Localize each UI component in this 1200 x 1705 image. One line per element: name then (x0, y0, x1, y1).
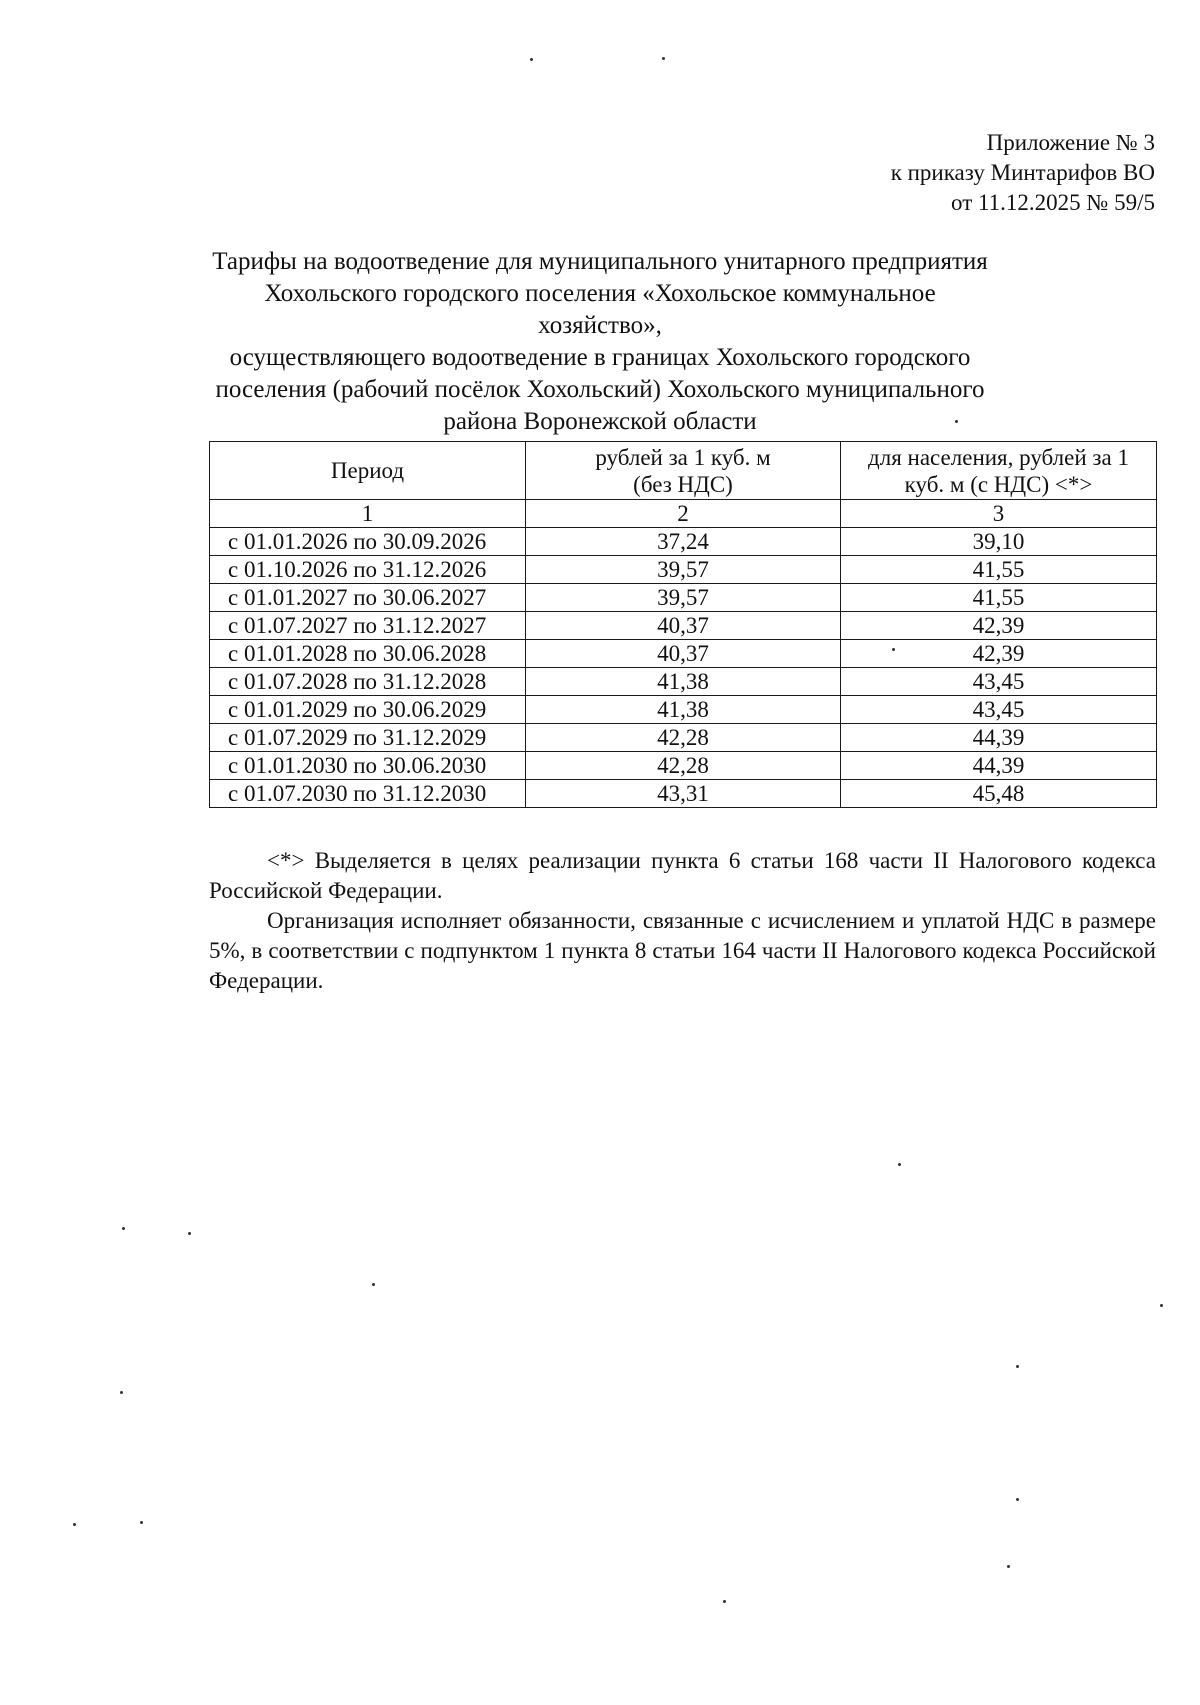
scan-speck (530, 58, 533, 61)
rub-cell: 41,38 (526, 696, 841, 724)
table-row (210, 556, 1157, 584)
scan-speck (723, 1600, 726, 1603)
scan-speck (120, 1391, 123, 1394)
population-cell: 42,39 (841, 640, 1157, 668)
rub-cell: 37,24 (526, 528, 841, 556)
table-row (210, 752, 1157, 780)
table-row (210, 612, 1157, 640)
table-row (210, 780, 1157, 808)
footnote-vat-obligation: Организация исполняет обязанности, связанные с исчислением и уплатой НДС в размере 5%, в соответствии с подпунктом 1 пункта 8 статьи 164 части II Налогового кодекса Российской Федерации. (209, 908, 1156, 993)
population-cell: 45,48 (841, 780, 1157, 808)
table-row (210, 528, 1157, 556)
scan-speck (188, 1232, 191, 1235)
rub-cell: 40,37 (526, 640, 841, 668)
header-rub-without-vat: рублей за 1 куб. м (без НДС) (526, 442, 841, 500)
rub-cell: 42,28 (526, 752, 841, 780)
appendix-header (891, 128, 1155, 218)
rub-cell: 42,28 (526, 724, 841, 752)
population-cell: 41,55 (841, 584, 1157, 612)
footnotes (209, 846, 1156, 996)
table-header-row (210, 442, 1157, 500)
scan-speck (73, 1523, 76, 1526)
rub-cell: 41,38 (526, 668, 841, 696)
column-number: 3 (841, 500, 1157, 528)
header-period: Период (210, 442, 526, 500)
title-line: района Воронежской области (443, 408, 757, 435)
rub-cell: 40,37 (526, 612, 841, 640)
header-population-with-vat: для населения, рублей за 1 куб. м (с НДС) <*> (841, 442, 1157, 500)
period-cell: с 01.01.2029 по 30.06.2029 (210, 696, 526, 724)
population-cell: 43,45 (841, 668, 1157, 696)
scan-speck (898, 1163, 901, 1166)
appendix-number: Приложение № 3 (986, 130, 1155, 155)
scan-speck (1016, 1498, 1019, 1501)
table-row (210, 584, 1157, 612)
document-title (200, 246, 1000, 438)
scan-speck (892, 648, 895, 651)
title-line: осуществляющего водоотведение в границах Хохольского городского (229, 344, 971, 371)
column-number: 1 (210, 500, 526, 528)
scan-speck (662, 57, 665, 60)
table-row (210, 696, 1157, 724)
scan-speck (955, 420, 958, 423)
title-line: Хохольского городского поселения «Хохольское коммунальное хозяйство», (264, 280, 936, 339)
table-row (210, 668, 1157, 696)
scan-speck (1007, 1565, 1010, 1568)
population-cell: 44,39 (841, 752, 1157, 780)
period-cell: с 01.07.2028 по 31.12.2028 (210, 668, 526, 696)
appendix-order-ref: к приказу Минтарифов ВО (890, 160, 1155, 185)
rub-cell: 39,57 (526, 584, 841, 612)
population-cell: 39,10 (841, 528, 1157, 556)
title-line: Тарифы на водоотведение для муниципального унитарного предприятия (212, 248, 988, 275)
population-cell: 43,45 (841, 696, 1157, 724)
title-line: поселения (рабочий посёлок Хохольский) Хохольского муниципального (215, 376, 985, 403)
rub-cell: 39,57 (526, 556, 841, 584)
table-row (210, 724, 1157, 752)
tariff-table (209, 441, 1157, 808)
column-number-row (210, 500, 1157, 528)
scan-speck (1016, 1365, 1019, 1368)
period-cell: с 01.01.2030 по 30.06.2030 (210, 752, 526, 780)
period-cell: с 01.01.2026 по 30.09.2026 (210, 528, 526, 556)
rub-cell: 43,31 (526, 780, 841, 808)
period-cell: с 01.07.2029 по 31.12.2029 (210, 724, 526, 752)
footnote-vat-allocation: <*> Выделяется в целях реализации пункта 6 статьи 168 части II Налогового кодекса Российской Федерации. (209, 848, 1156, 903)
table-row (210, 640, 1157, 668)
period-cell: с 01.01.2028 по 30.06.2028 (210, 640, 526, 668)
period-cell: с 01.07.2030 по 31.12.2030 (210, 780, 526, 808)
scan-speck (140, 1521, 143, 1524)
period-cell: с 01.10.2026 по 31.12.2026 (210, 556, 526, 584)
appendix-order-date: от 11.12.2025 № 59/5 (951, 190, 1155, 215)
scan-speck (122, 1227, 125, 1230)
column-number: 2 (526, 500, 841, 528)
scan-speck (1160, 1304, 1163, 1307)
population-cell: 41,55 (841, 556, 1157, 584)
period-cell: с 01.07.2027 по 31.12.2027 (210, 612, 526, 640)
scan-speck (372, 1283, 375, 1286)
period-cell: с 01.01.2027 по 30.06.2027 (210, 584, 526, 612)
population-cell: 44,39 (841, 724, 1157, 752)
population-cell: 42,39 (841, 612, 1157, 640)
